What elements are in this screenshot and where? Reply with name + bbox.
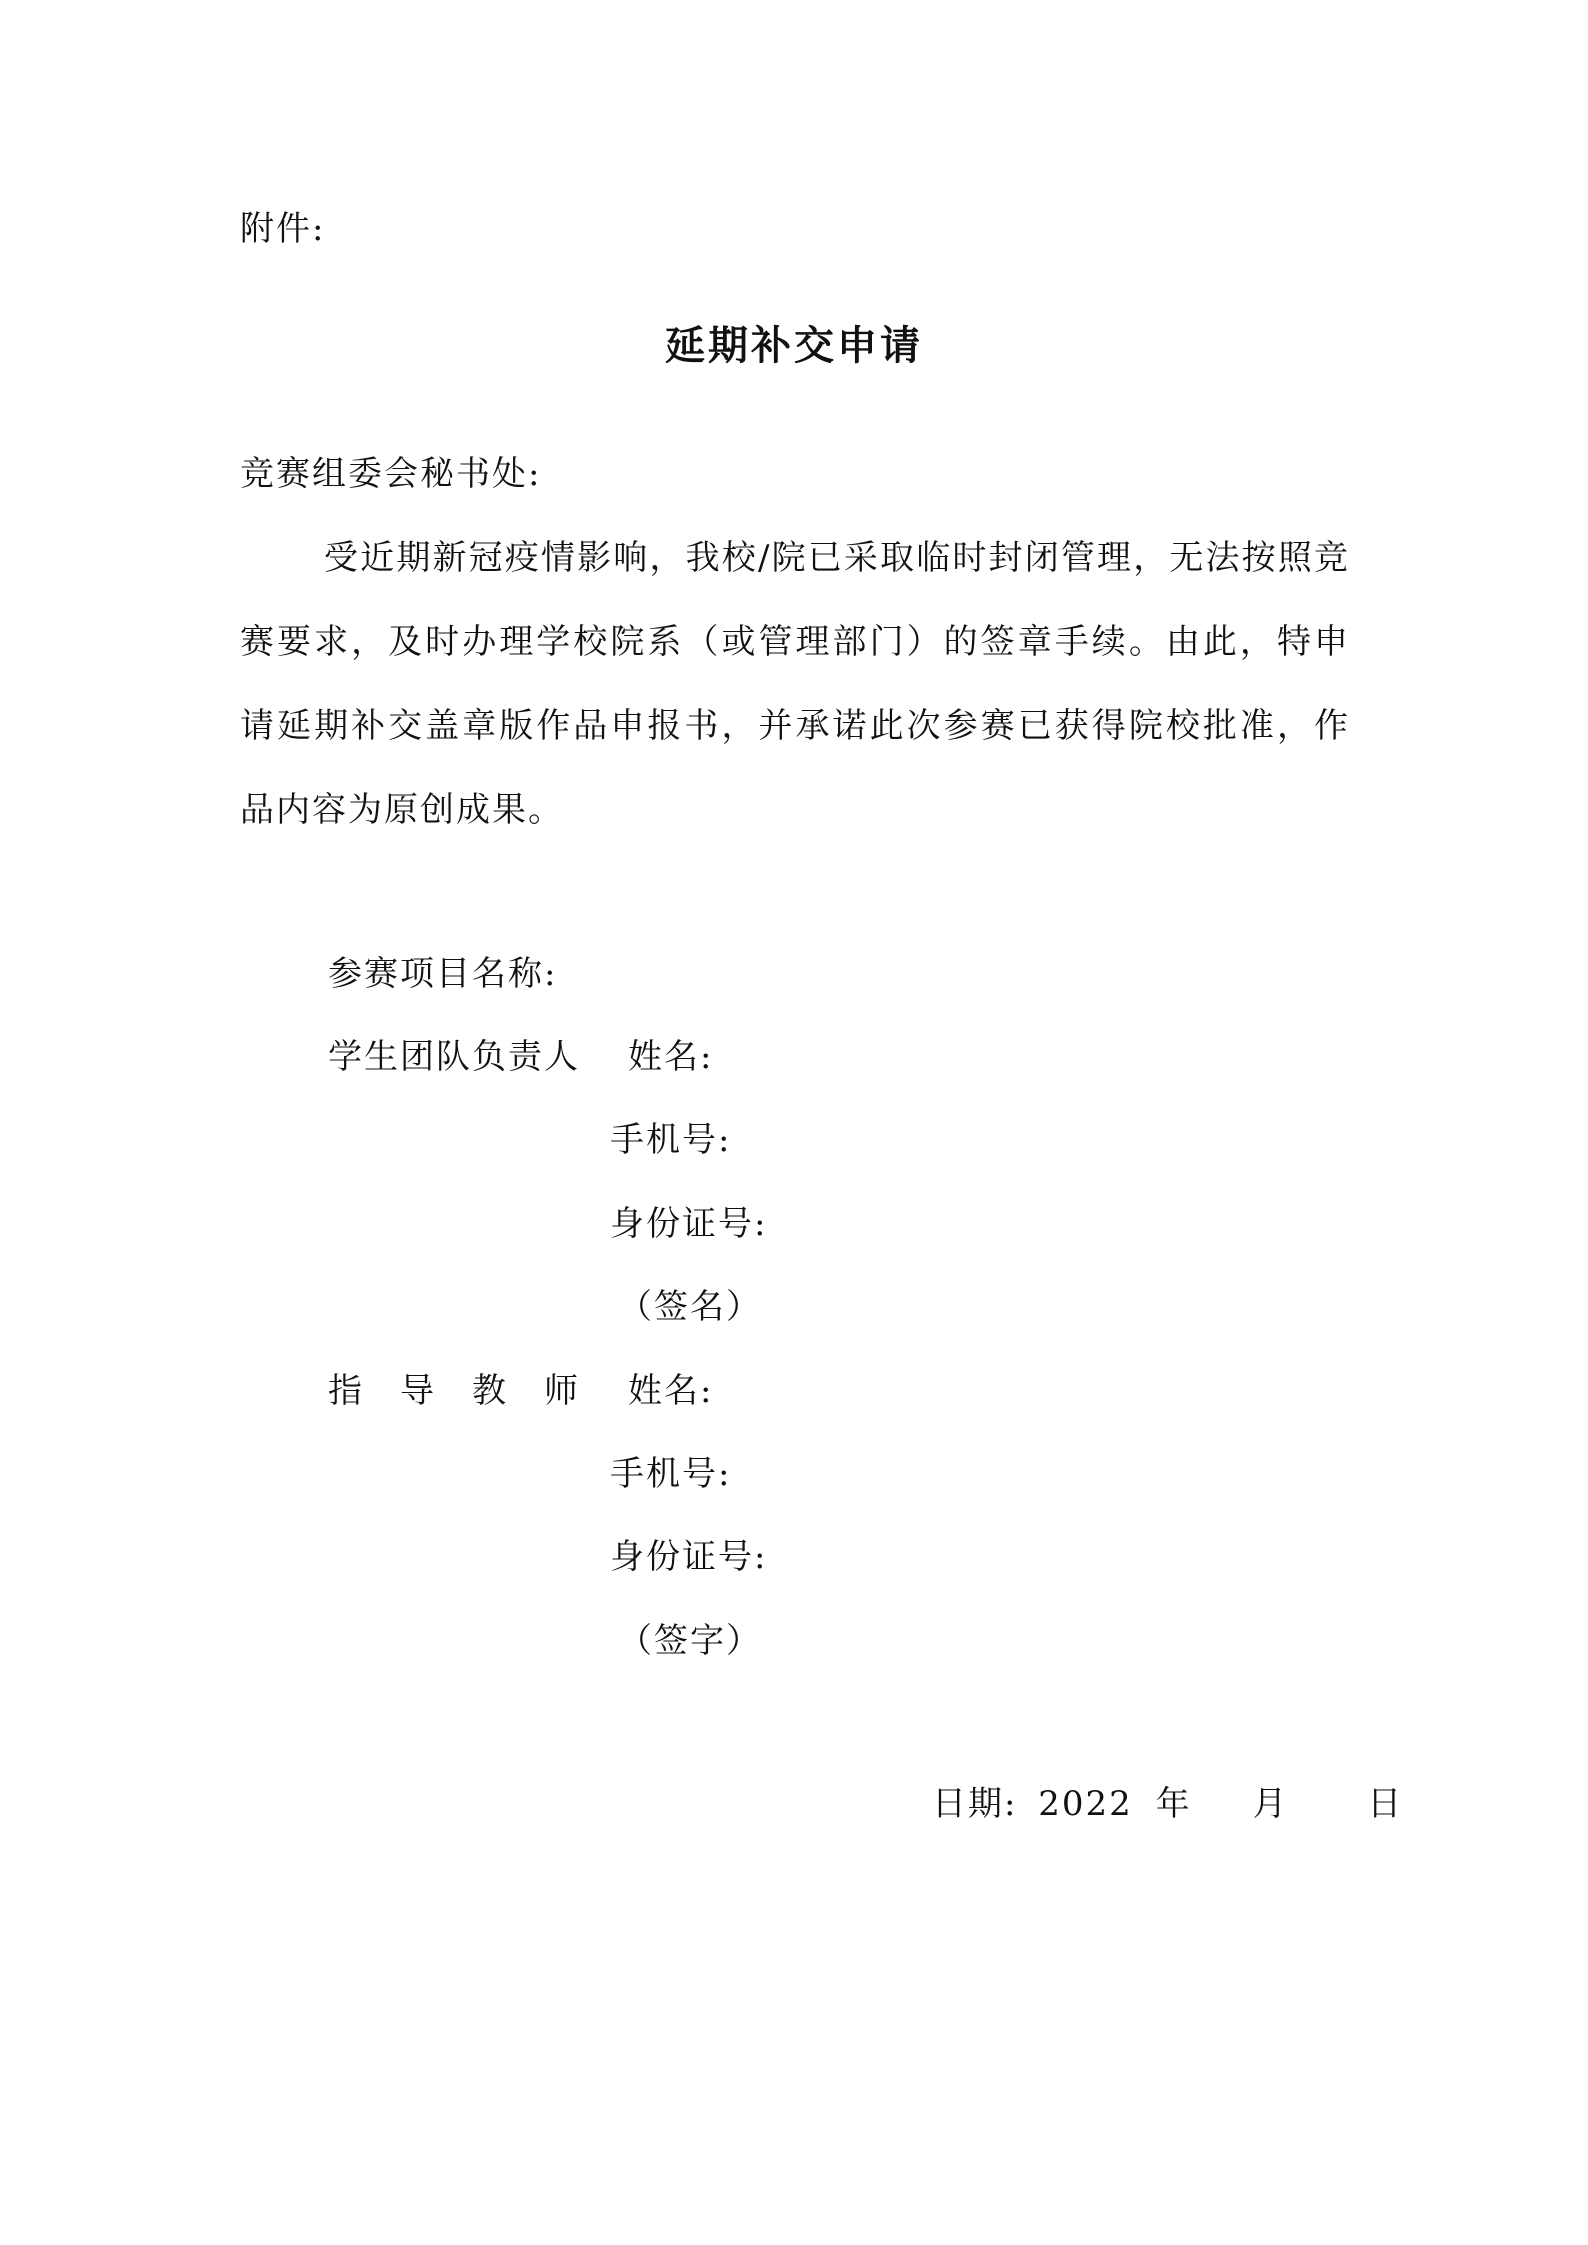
- date-month-unit: 月: [1252, 1784, 1289, 1824]
- student-id-label: 身份证号:: [610, 1204, 768, 1244]
- teacher-phone-label: 手机号:: [610, 1454, 732, 1494]
- document-title: 延期补交申请: [665, 322, 923, 369]
- student-signature-label: （签名）: [618, 1287, 762, 1327]
- attachment-label: 附件:: [240, 209, 326, 249]
- teacher-label: 指导教师: [328, 1371, 616, 1411]
- salutation: 竞赛组委会秘书处:: [240, 454, 542, 494]
- student-leader-label: 学生团队负责人: [328, 1037, 580, 1077]
- date-year: 2022: [1038, 1784, 1133, 1824]
- date-line: [932, 1780, 1403, 1828]
- teacher-id-label: 身份证号:: [610, 1537, 768, 1577]
- body-paragraph: 受近期新冠疫情影响，我校/院已采取临时封闭管理，无法按照竞赛要求，及时办理学校院系（或管理部门）的签章手续。由此，特申请延期补交盖章版作品申报书，并承诺此次参赛已获得院校批准，作品内容为原创成果。: [240, 538, 1350, 830]
- project-name-label: 参赛项目名称:: [328, 954, 558, 994]
- teacher-name-label: 姓名:: [628, 1371, 714, 1411]
- date-year-unit: 年: [1155, 1784, 1192, 1824]
- student-phone-label: 手机号:: [610, 1120, 732, 1160]
- date-label: 日期:: [932, 1784, 1018, 1824]
- student-name-label: 姓名:: [628, 1037, 714, 1077]
- teacher-signature-label: （签字）: [618, 1621, 762, 1661]
- date-day-unit: 日: [1367, 1784, 1404, 1824]
